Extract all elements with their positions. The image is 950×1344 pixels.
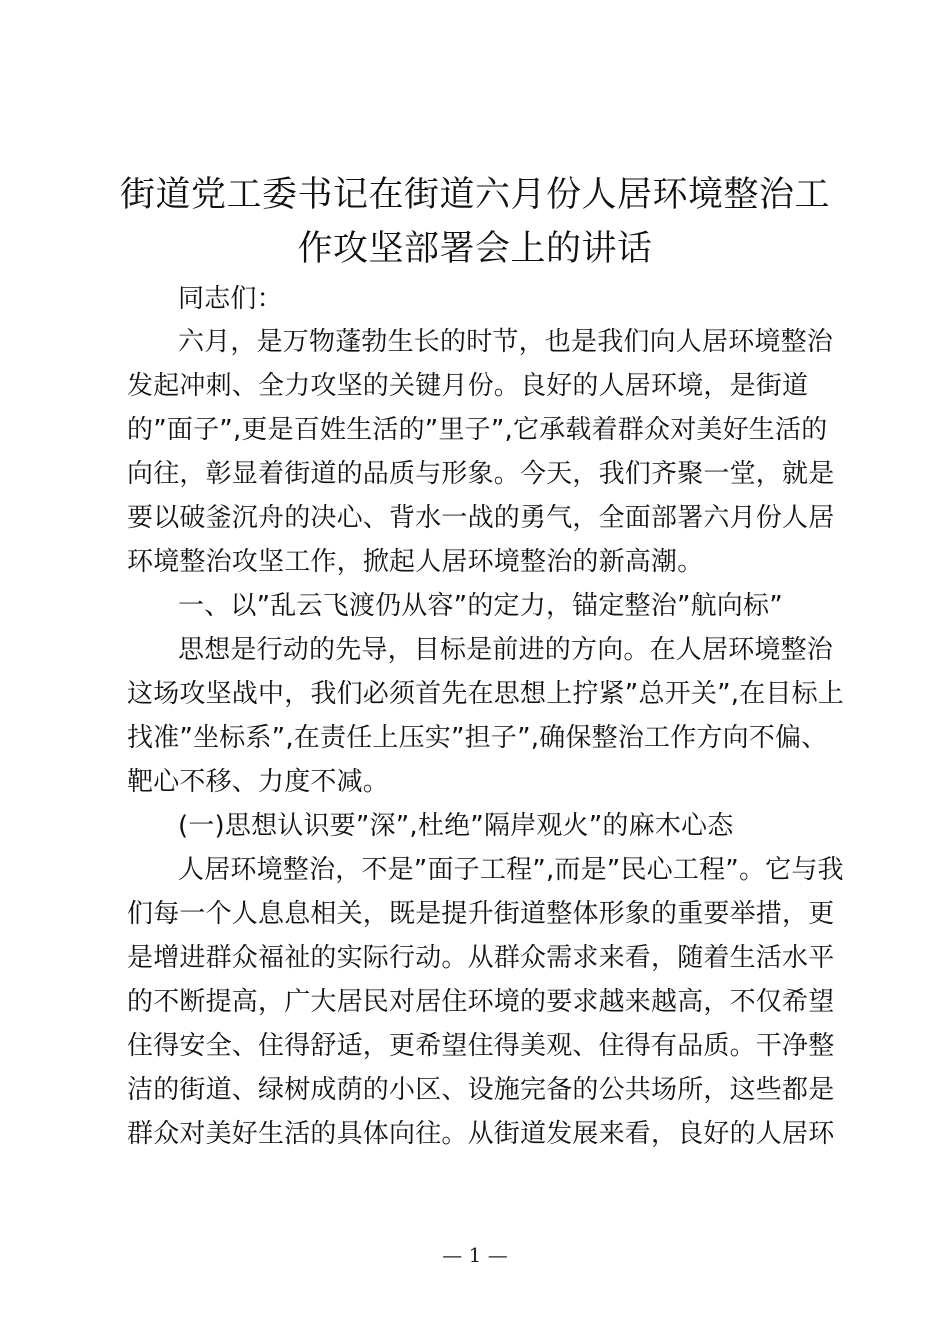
- paragraph-line: 找准”坐标系”,在责任上压实”担子”,确保整治工作方向不偏、: [127, 723, 828, 753]
- page-number: — 1 —: [442, 1243, 508, 1267]
- paragraph-line: 这场攻坚战中，我们必须首先在思想上拧紧”总开关”,在目标上: [127, 679, 845, 709]
- section-heading: 一、以”乱云飞渡仍从容”的定力，锚定整治”航向标”: [178, 591, 783, 621]
- paragraph-line: 的”面子”,更是百姓生活的”里子”,它承载着群众对美好生活的: [127, 415, 828, 445]
- paragraph-line: 群众对美好生活的具体向往。从街道发展来看，良好的人居环: [127, 1119, 835, 1149]
- paragraph-line: 环境整治攻坚工作，掀起人居环境整治的新高潮。: [127, 547, 704, 577]
- paragraph-line: 发起冲刺、全力攻坚的关键月份。良好的人居环境，是街道: [127, 371, 809, 401]
- paragraph-line: 六月，是万物蓬勃生长的时节，也是我们向人居环境整治: [178, 327, 834, 357]
- document-title-line-1: 街道党工委书记在街道六月份人居环境整治工: [119, 175, 830, 215]
- paragraph-line: 人居环境整治，不是”面子工程”,而是”民心工程”。它与我: [178, 855, 844, 885]
- paragraph-line: 洁的街道、绿树成荫的小区、设施完备的公共场所，这些都是: [127, 1075, 835, 1105]
- paragraph-line: 靶心不移、力度不减。: [127, 767, 390, 797]
- paragraph-line: 住得安全、住得舒适，更希望住得美观、住得有品质。干净整: [127, 1031, 835, 1061]
- paragraph-line: 思想是行动的先导，目标是前进的方向。在人居环境整治: [178, 635, 834, 665]
- paragraph-line: 是增进群众福祉的实际行动。从群众需求来看，随着生活水平: [127, 943, 835, 973]
- document-title-line-2: 作攻坚部署会上的讲话: [297, 229, 653, 269]
- paragraph-line: 们每一个人息息相关，既是提升街道整体形象的重要举措，更: [127, 899, 835, 929]
- paragraph-line: 向往，彰显着街道的品质与形象。今天，我们齐聚一堂，就是: [127, 459, 835, 489]
- salutation: 同志们：: [178, 284, 283, 314]
- paragraph-line: 要以破釜沉舟的决心、背水一战的勇气，全面部署六月份人居: [127, 503, 835, 533]
- subsection-heading: (一)思想认识要”深”,杜绝”隔岸观火”的麻木心态: [178, 811, 734, 841]
- paragraph-line: 的不断提高，广大居民对居住环境的要求越来越高，不仅希望: [127, 987, 835, 1017]
